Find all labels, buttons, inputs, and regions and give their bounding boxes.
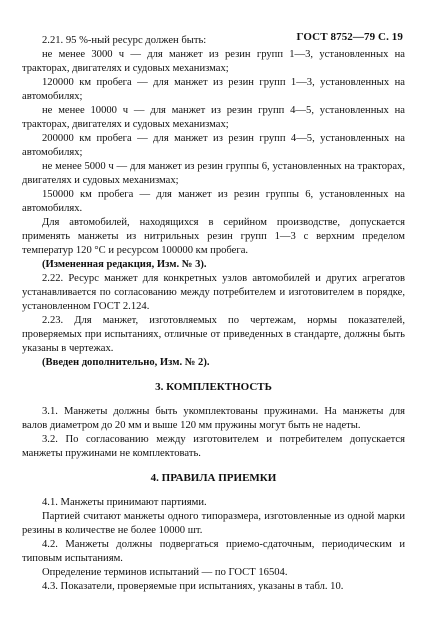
clause-4-2-terms: Определение терминов испытаний — по ГОСТ 16504. bbox=[42, 567, 288, 578]
amendment-note-3: (Измененная редакция, Изм. № 3). bbox=[42, 259, 207, 270]
clause-4-3: 4.3. Показатели, проверяемые при испытаниях, указаны в табл. 10. bbox=[42, 581, 344, 592]
clause-4-1: 4.1. Манжеты принимают партиями. bbox=[42, 497, 207, 508]
amendment-note-2: (Введен дополнительно, Изм. № 2). bbox=[42, 357, 210, 368]
clause-2-23: 2.23. Для манжет, изготовляемых по чертежам, нормы показателей, проверяемых при испытаниях, отличные от приведенных в стандарте, должны быть указаны в чертежах. bbox=[22, 315, 405, 354]
resource-item: не менее 3000 ч — для манжет из резин групп 1—3, установленных на тракторах, двигателях и судовых механизмах; bbox=[22, 49, 405, 74]
serial-production-note: Для автомобилей, находящихся в серийном производстве, допускается применять манжеты из нитрильных резин групп 1—3 с верхним пределом температур 120 °С и ресурсом 100000 км пробега. bbox=[22, 217, 405, 256]
clause-2-21: 2.21. 95 %-ный ресурс должен быть: bbox=[42, 35, 207, 46]
clause-4-1-batch: Партией считают манжеты одного типоразмера, изготовленные из одной марки резины в количестве не более 10000 шт. bbox=[22, 511, 405, 536]
resource-item: не менее 5000 ч — для манжет из резин группы 6, установленных на тракторах, двигателях и судовых механизмах; bbox=[22, 161, 405, 186]
section-4-title: 4. ПРАВИЛА ПРИЕМКИ bbox=[150, 472, 277, 484]
clause-3-1: 3.1. Манжеты должны быть укомплектованы пружинами. На манжеты для валов диаметром до 20 мм и выше 120 мм пружины могут быть не надеты. bbox=[22, 406, 405, 431]
resource-item: 200000 км пробега — для манжет из резин групп 4—5, установленных на автомобилях; bbox=[22, 133, 405, 158]
section-3-title: 3. КОМПЛЕКТНОСТЬ bbox=[155, 381, 272, 393]
resource-item: 150000 км пробега — для манжет из резин группы 6, установленных на автомобилях. bbox=[22, 189, 405, 214]
clause-4-2: 4.2. Манжеты должны подвергаться приемо-сдаточным, периодическим и типовым испытаниям. bbox=[22, 539, 405, 564]
resource-item: 120000 км пробега — для манжет из резин групп 1—3, установленных на автомобилях; bbox=[22, 77, 405, 102]
clause-3-2: 3.2. По согласованию между изготовителем и потребителем допускается манжеты пружинами не комплектовать. bbox=[22, 434, 405, 459]
document-body bbox=[22, 34, 405, 594]
page-header: ГОСТ 8752—79 С. 19 bbox=[296, 31, 403, 43]
resource-item: не менее 10000 ч — для манжет из резин групп 4—5, установленных на тракторах, двигателях и судовых механизмах; bbox=[22, 105, 405, 130]
clause-2-22: 2.22. Ресурс манжет для конкретных узлов автомобилей и других агрегатов устанавливается по согласованию между потребителем и изготовителем в порядке, установленном ГОСТ 2.124. bbox=[22, 273, 405, 312]
